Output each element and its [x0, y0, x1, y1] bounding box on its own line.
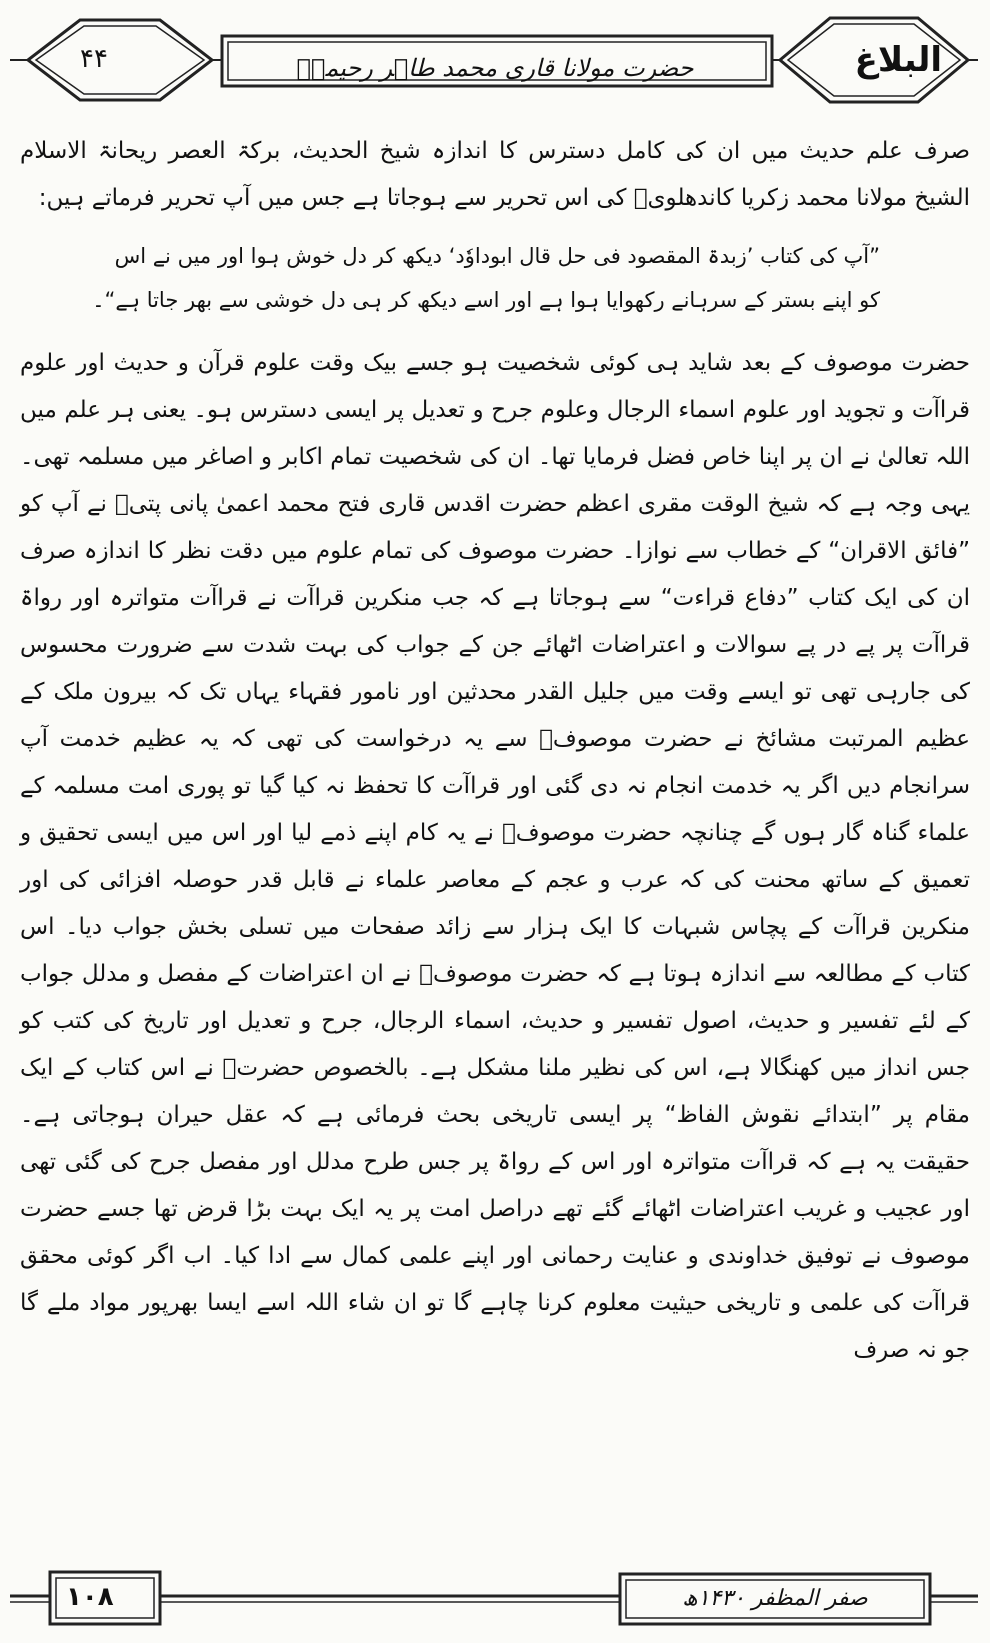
article-body	[20, 128, 970, 1374]
article-title: حضرت مولانا قاری محمد طاہر رحیمیؒ	[296, 54, 694, 82]
page-header	[10, 14, 978, 106]
quotation: ”آپ کی کتاب ’زبدۃ المقصود فی حل قال ابوداوٗد‘ دیکھ کر دل خوش ہوا اور میں نے اس کو اپنے بستر کے سرہانے رکھوایا ہوا ہے اور اسے دیکھ کر ہی دل خوشی سے بھر جاتا ہے“۔	[92, 244, 880, 312]
issue-date: صفر المظفر ۱۴۳۰ھ	[682, 1586, 868, 1611]
page-number: ۱۰۸	[66, 1582, 114, 1612]
page-footer	[10, 1566, 978, 1636]
header-issue-number: ۴۴	[80, 44, 108, 74]
main-paragraph: حضرت موصوف کے بعد شاید ہی کوئی شخصیت ہو جسے بیک وقت علوم قرآن و حدیث اور علوم قراآت و تجوید اور علوم اسماء الرجال وعلوم جرح و تعدیل پر ایسی دسترس ہو۔ یعنی ہر علم میں اللہ تعالیٰ نے ان پر اپنا خاص فضل فرمایا تھا۔ ان کی شخصیت تمام اکابر و اصاغر میں مسلمہ تھی۔ یہی وجہ ہے کہ شیخ الوقت مقری اعظم حضرت اقدس قاری فتح محمد اعمیٰ پانی پتیؒ نے آپ کو ”فائق الاقران“ کے خطاب سے نوازا۔ حضرت موصوف کی تمام علوم میں دقت نظر کا اندازہ صرف ان کی ایک کتاب ”دفاع قراءت“ سے ہوجاتا ہے کہ جب منکرین قراآت نے قراآت متواترہ اور رواۃ قراآت پر پے در پے سوالات و اعتراضات اٹھائے جن کے جواب کی بہت شدت سے ضرورت محسوس کی جارہی تھی تو ایسے وقت میں جلیل القدر محدثین اور نامور فقہاء یہاں تک کہ بیرون ملک کے عظیم المرتبت مشائخ نے حضرت موصوفؒ سے یہ درخواست کی تھی کہ یہ عظیم خدمت آپ سرانجام دیں اگر یہ خدمت انجام نہ دی گئی اور قراآت کا تحفظ نہ کیا گیا تو پوری امت مسلمہ کے علماء گناہ گار ہوں گے چنانچہ حضرت موصوفؒ نے یہ کام اپنے ذمے لیا اور اس میں ایسی تحقیق و تعمیق کے ساتھ محنت کی کہ عرب و عجم کے معاصر علماء نے قابل قدر حوصلہ افزائی کی اور منکرین قراآت کے پچاس شبہات کا ایک ہزار سے زائد صفحات میں تسلی بخش جواب دیا۔ اس کتاب کے مطالعہ سے اندازہ ہوتا ہے کہ حضرت موصوفؒ نے ان اعتراضات کے مفصل و مدلل جواب کے لئے تفسیر و حدیث، اصول تفسیر و حدیث، اسماء الرجال، جرح و تعدیل اور تاریخ کی کتب کو جس انداز میں کھنگالا ہے، اس کی نظیر ملنا مشکل ہے۔ بالخصوص حضرتؒ نے اس کتاب کے ایک مقام پر ”ابتدائے نقوش الفاظ“ پر ایسی تاریخی بحث فرمائی ہے کہ عقل حیران ہوجاتی ہے۔ حقیقت یہ ہے کہ قراآت متواترہ اور اس کے رواۃ پر جس طرح مدلل اور مفصل جرح کی گئی تھی اور عجیب و غریب اعتراضات اٹھائے گئے تھے دراصل امت پر یہ ایک بہت بڑا قرض تھا جسے حضرت موصوف نے توفیق خداوندی و عنایت رحمانی اور اپنے علمی کمال سے ادا کیا۔ اب اگر کوئی محقق قراآت کی علمی و تاریخی حیثیت معلوم کرنا چاہے گا تو ان شاء اللہ اسے ایسا بھرپور مواد ملے گا جو نہ صرف	[20, 350, 970, 1363]
intro-paragraph: صرف علم حدیث میں ان کی کامل دسترس کا اندازہ شیخ الحدیث، برکۃ العصر ریحانۃ الاسلام الشیخ مولانا محمد زکریا کاندھلویؒ کی اس تحریر سے ہوجاتا ہے جس میں آپ تحریر فرماتے ہیں:	[20, 138, 970, 211]
magazine-logo: البلاغ	[854, 40, 942, 80]
